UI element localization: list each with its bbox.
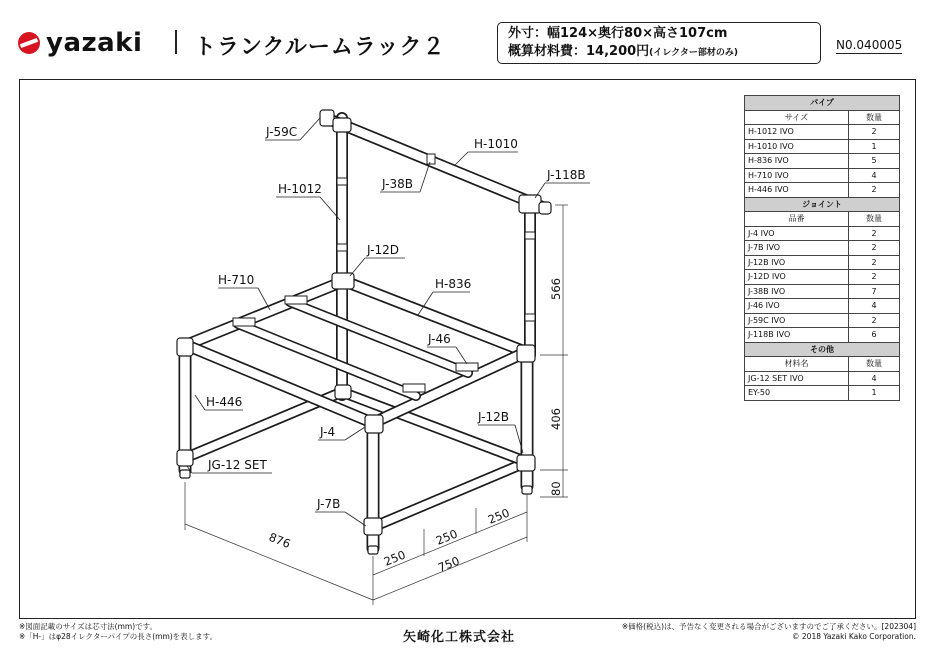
dimension-values (267, 278, 563, 575)
dim-250-right: 250 (485, 505, 512, 527)
joint-col-name: 品番 (745, 212, 849, 227)
part-name: J-12D IVO (745, 270, 849, 285)
part-name: JG-12 SET IVO (745, 371, 849, 386)
part-qty: 5 (849, 154, 900, 169)
label-j59c: J-59C (266, 125, 298, 139)
bracket-j46 (233, 318, 255, 326)
footer-right (622, 622, 916, 642)
label-h836: H-836 (435, 277, 472, 291)
table-row (745, 241, 900, 256)
part-name: J-4 IVO (745, 226, 849, 241)
part-name: H-836 IVO (745, 154, 849, 169)
part-qty: 2 (849, 125, 900, 140)
part-qty: 7 (849, 284, 900, 299)
table-row (745, 139, 900, 154)
joint-j7b (364, 518, 382, 535)
joint-j59c-left (320, 110, 334, 126)
pipe-col-name: サイズ (745, 110, 849, 125)
dim-80: 80 (549, 481, 563, 496)
label-h710: H-710 (218, 273, 255, 287)
table-row (745, 125, 900, 140)
joint-corner-left (177, 338, 193, 356)
part-qty: 4 (849, 299, 900, 314)
part-qty: 2 (849, 226, 900, 241)
clip-j38b (337, 178, 347, 185)
table-row (745, 313, 900, 328)
label-j12d: J-12D (367, 243, 399, 257)
dim-250-mid: 250 (433, 526, 460, 548)
part-qty: 2 (849, 183, 900, 198)
joint-j118b-top (519, 195, 541, 213)
document-number: N0.040005 (836, 38, 903, 52)
dim-876: 876 (266, 529, 293, 552)
other-section-title: その他 (745, 342, 900, 357)
part-qty: 4 (849, 168, 900, 183)
part-qty: 2 (849, 255, 900, 270)
copyright: © 2018 Yazaki Kako Corporation. (792, 632, 916, 641)
part-name: J-38B IVO (745, 284, 849, 299)
label-j38b: J-38B (382, 177, 413, 191)
pipe-group (185, 118, 545, 548)
part-qty: 2 (849, 313, 900, 328)
spec-size: 外寸：幅124×奥行80×高さ107cm (508, 26, 728, 41)
pipe-section-title: パイプ (745, 96, 900, 111)
joint-corner-right (517, 345, 535, 362)
table-row (745, 255, 900, 270)
joint-bottom-rear (335, 385, 351, 399)
table-row (745, 154, 900, 169)
spec-cost: 概算材料費：14,200円 (508, 44, 650, 59)
brand-name: yazaki (46, 28, 143, 58)
label-jg12-set: JG-12 SET (208, 458, 267, 472)
spec-cost-note: (イレクター部材のみ) (649, 48, 739, 58)
table-row (745, 371, 900, 386)
table-row (745, 284, 900, 299)
label-h446: H-446 (206, 395, 243, 409)
other-col-name: 材料名 (745, 357, 849, 372)
part-name: J-118B IVO (745, 328, 849, 343)
part-qty: 1 (849, 386, 900, 401)
label-h1010: H-1010 (474, 137, 518, 151)
dim-250-left: 250 (381, 547, 408, 569)
label-h1012: H-1012 (278, 182, 322, 196)
part-name: H-446 IVO (745, 183, 849, 198)
note-size-unit: ※図面記載のサイズは芯寸法(mm)です。 (19, 622, 158, 631)
dim-566: 566 (549, 278, 563, 300)
part-name: H-1010 IVO (745, 139, 849, 154)
note-pipe-length: ※「H-」はφ28イレクターパイプの長さ(mm)を表します。 (19, 632, 218, 641)
part-name: J-46 IVO (745, 299, 849, 314)
part-qty: 1 (849, 139, 900, 154)
part-name: H-710 IVO (745, 168, 849, 183)
foot-jg12-left (180, 470, 190, 478)
dim-750: 750 (435, 553, 462, 575)
part-qty: 4 (849, 371, 900, 386)
label-j118b: J-118B (547, 168, 586, 182)
table-row (745, 328, 900, 343)
part-name: J-7B IVO (745, 241, 849, 256)
joint-section-title: ジョイント (745, 197, 900, 212)
dim-406: 406 (549, 408, 563, 430)
table-row (745, 226, 900, 241)
footer-notes (19, 622, 217, 642)
label-j12b: J-12B (478, 410, 509, 424)
table-row (745, 299, 900, 314)
part-name: EY-50 (745, 386, 849, 401)
part-qty: 2 (849, 270, 900, 285)
label-j4: J-4 (320, 425, 336, 439)
table-row (745, 183, 900, 198)
price-note: ※価格(税込)は、予告なく変更される場合がございますのでご了承ください。[202304] (621, 622, 916, 631)
maker-name: 矢崎化工株式会社 (403, 630, 516, 645)
part-name: J-12B IVO (745, 255, 849, 270)
part-name: J-59C IVO (745, 313, 849, 328)
foot-jg12-right (522, 486, 532, 494)
part-name: H-1012 IVO (745, 125, 849, 140)
table-row (745, 168, 900, 183)
label-j7b: J-7B (317, 497, 341, 511)
pipe-col-qty: 数量 (849, 110, 900, 125)
label-j46: J-46 (428, 332, 451, 346)
other-col-qty: 数量 (849, 357, 900, 372)
product-title: トランクルームラック２ (194, 35, 446, 60)
joint-col-qty: 数量 (849, 212, 900, 227)
joint-bottom-left (177, 450, 193, 466)
part-qty: 6 (849, 328, 900, 343)
foot-jg12-front (368, 546, 378, 554)
part-qty: 2 (849, 241, 900, 256)
joint-j59c (333, 118, 351, 132)
joint-j4 (365, 415, 383, 433)
table-row (745, 270, 900, 285)
table-row (745, 386, 900, 401)
parts-list-table (744, 95, 900, 401)
joint-j12b (517, 455, 535, 471)
